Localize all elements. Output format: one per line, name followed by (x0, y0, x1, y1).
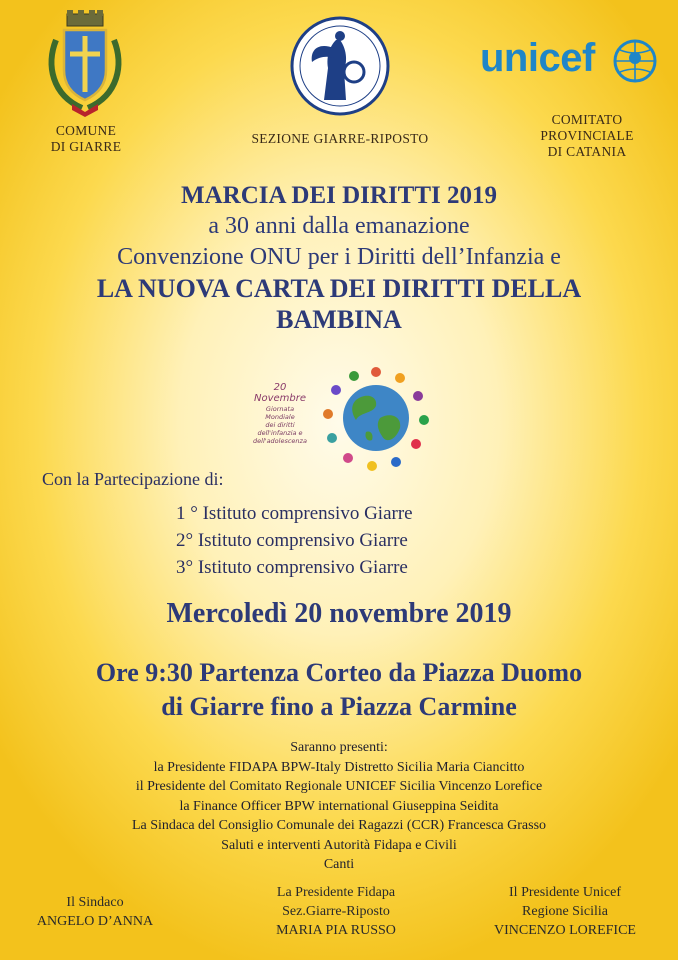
signature-role: Il Presidente Unicef (509, 885, 621, 900)
present-line: Saluti e interventi Autorità Fidapa e Civili (221, 837, 457, 853)
participation-intro: Con la Partecipazione di: (42, 469, 224, 489)
present-line: la Finance Officer BPW international Giuseppina Seidita (179, 798, 499, 814)
signature-role: Il Sindaco (66, 895, 124, 910)
fidapa-logo (288, 12, 392, 120)
title-line5: BAMBINA (276, 305, 402, 334)
title-line4: LA NUOVA CARTA DEI DIRITTI DELLA (96, 274, 582, 303)
event-date: Mercoledì 20 novembre 2019 (166, 598, 512, 629)
emblem-text-2: Mondiale (265, 413, 295, 421)
fidapa-section-label: SEZIONE GIARRE-RIPOSTO (251, 131, 429, 146)
unicef-wordmark: unicef (480, 36, 595, 80)
signature-detail: Regione Sicilia (522, 904, 608, 919)
signature-fidapa (246, 883, 426, 940)
world-children-day-emblem (250, 360, 440, 476)
route-line1: Ore 9:30 Partenza Corteo da Piazza Duomo (95, 658, 583, 687)
route-line2: di Giarre fino a Piazza Carmine (161, 692, 517, 721)
comune-coat-of-arms (42, 10, 128, 118)
participation-list (176, 500, 413, 581)
emblem-text-5: dell'adolescenza (253, 437, 307, 445)
unicef-globe-icon (612, 38, 658, 84)
signature-role: La Presidente Fidapa (276, 885, 396, 900)
unicef-label-line3: DI CATANIA (547, 144, 627, 159)
list-item: 1 ° Istituto comprensivo Giarre (176, 503, 413, 524)
signature-name: MARIA PIA RUSSO (276, 923, 396, 938)
emblem-text-4: dell'infanzia e (257, 429, 303, 437)
signature-mayor (20, 893, 170, 931)
comune-label-line1: COMUNE (55, 123, 117, 138)
comune-label-line2: DI GIARRE (50, 139, 122, 154)
title-line3: Convenzione ONU per i Diritti dell’Infanzia e (117, 244, 561, 270)
list-item: 2° Istituto comprensivo Giarre (176, 530, 408, 551)
emblem-text-3: dei diritti (265, 421, 295, 429)
title-line2: a 30 anni dalla emanazione (208, 213, 470, 239)
unicef-logo (478, 34, 668, 90)
unicef-label-line1: COMITATO (551, 112, 623, 127)
present-heading: Saranno presenti: (290, 740, 388, 755)
emblem-text-1: Giornata (265, 405, 295, 413)
present-line: La Sindaca del Consiglio Comunale dei Ragazzi (CCR) Francesca Grasso (131, 818, 547, 833)
signature-detail: Sez.Giarre-Riposto (282, 904, 390, 919)
present-line: Canti (323, 857, 355, 872)
signature-unicef (470, 883, 660, 940)
signature-name: VINCENZO LOREFICE (494, 923, 636, 938)
emblem-day: 20 (273, 382, 287, 393)
present-line: il Presidente del Comitato Regionale UNICEF Sicilia Vincenzo Lorefice (135, 779, 543, 794)
signature-name: ANGELO D’ANNA (36, 914, 154, 929)
title-line1: MARCIA DEI DIRITTI 2019 (180, 182, 497, 209)
unicef-label-line2: PROVINCIALE (540, 128, 634, 143)
present-line: la Presidente FIDAPA BPW-Italy Distretto Sicilia Maria Ciancitto (153, 759, 525, 775)
emblem-month: Novembre (253, 393, 307, 404)
globe-with-children-icon (316, 360, 436, 476)
list-item: 3° Istituto comprensivo Giarre (176, 557, 408, 578)
